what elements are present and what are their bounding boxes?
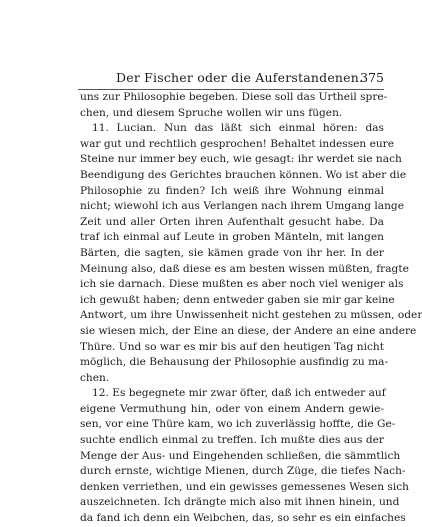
text-line: 12. Es begegnete mir zwar öfter, daß ich entweder auf	[92, 387, 386, 400]
text-line: chen, und diesem Spruche wollen wir uns fügen.	[80, 106, 343, 119]
text-line: ich sie darnach. Diese mußten es aber noch viel weniger als	[80, 278, 404, 291]
page-number: 375	[360, 70, 384, 85]
text-line: eigene Vermuthung hin, oder von einem Andern gewie-	[80, 402, 384, 415]
text-line: da fand ich denn ein Weibchen, das, so sehr es ein einfaches	[80, 512, 406, 525]
text-line: Bärten, die sagten, sie kämen grade von ihr her. In der	[80, 246, 384, 259]
text-line: durch ernste, wichtige Mienen, durch Züge, die tiefes Nach-	[80, 465, 406, 478]
text-line: sie wiesen mich, der Eine an diese, der Andere an eine andere	[80, 324, 417, 337]
text-line: Antwort, um ihre Unwissenheit nicht gestehen zu müssen, oder	[80, 309, 422, 322]
text-line: Steine nur immer bey euch, wie gesagt: ihr werdet sie nach	[80, 153, 402, 166]
text-line: uns zur Philosophie begeben. Diese soll das Urtheil spre-	[80, 91, 388, 103]
text-line: möglich, die Behausung der Philosophie ausfindig zu ma-	[80, 356, 389, 369]
text-line: sen, vor eine Thüre kam, wo ich zuverlässig hoffte, die Ge-	[80, 418, 396, 431]
text-line: Beendigung des Gerichtes brauchen können. Wo ist aber die	[80, 168, 407, 181]
body-text	[80, 90, 422, 527]
text-line: denken verriethen, und ein gewisses gemessenes Wesen sich	[80, 480, 409, 493]
running-header	[96, 70, 384, 88]
text-line: Menge der Aus- und Eingehenden schließen, die sämmtlich	[80, 449, 401, 462]
text-line: auszeichneten. Ich drängte mich also mit ihnen hinein, und	[80, 496, 400, 509]
text-line: chen.	[80, 371, 110, 384]
text-line: Zeit und aller Orten ihren Aufenthalt gesucht habe. Da	[80, 215, 384, 228]
text-line: traf ich einmal auf Leute in groben Mänteln, mit langen	[80, 231, 384, 244]
text-line: nicht; wiewohl ich aus Verlangen nach ihrem Umgang lange	[80, 200, 404, 213]
text-line: suchte endlich einmal zu treffen. Ich mußte dies aus der	[80, 434, 384, 447]
header-title: Der Fischer oder die Auferstandenen.	[116, 70, 364, 85]
text-line: Thüre. Und so war es mir bis auf den heutigen Tag nicht	[80, 340, 384, 353]
text-line: ich gewußt haben; denn entweder gaben sie mir gar keine	[80, 293, 395, 306]
text-line: 11. Lucian. Nun das läßt sich einmal hören: das	[92, 122, 384, 135]
text-line: Philosophie zu finden? Ich weiß ihre Wohnung einmal	[80, 184, 384, 197]
text-line: Meinung also, daß diese es am besten wissen müßten, fragte	[80, 262, 409, 275]
text-line: war gut und rechtlich gesprochen! Behaltet indessen eure	[80, 137, 395, 150]
